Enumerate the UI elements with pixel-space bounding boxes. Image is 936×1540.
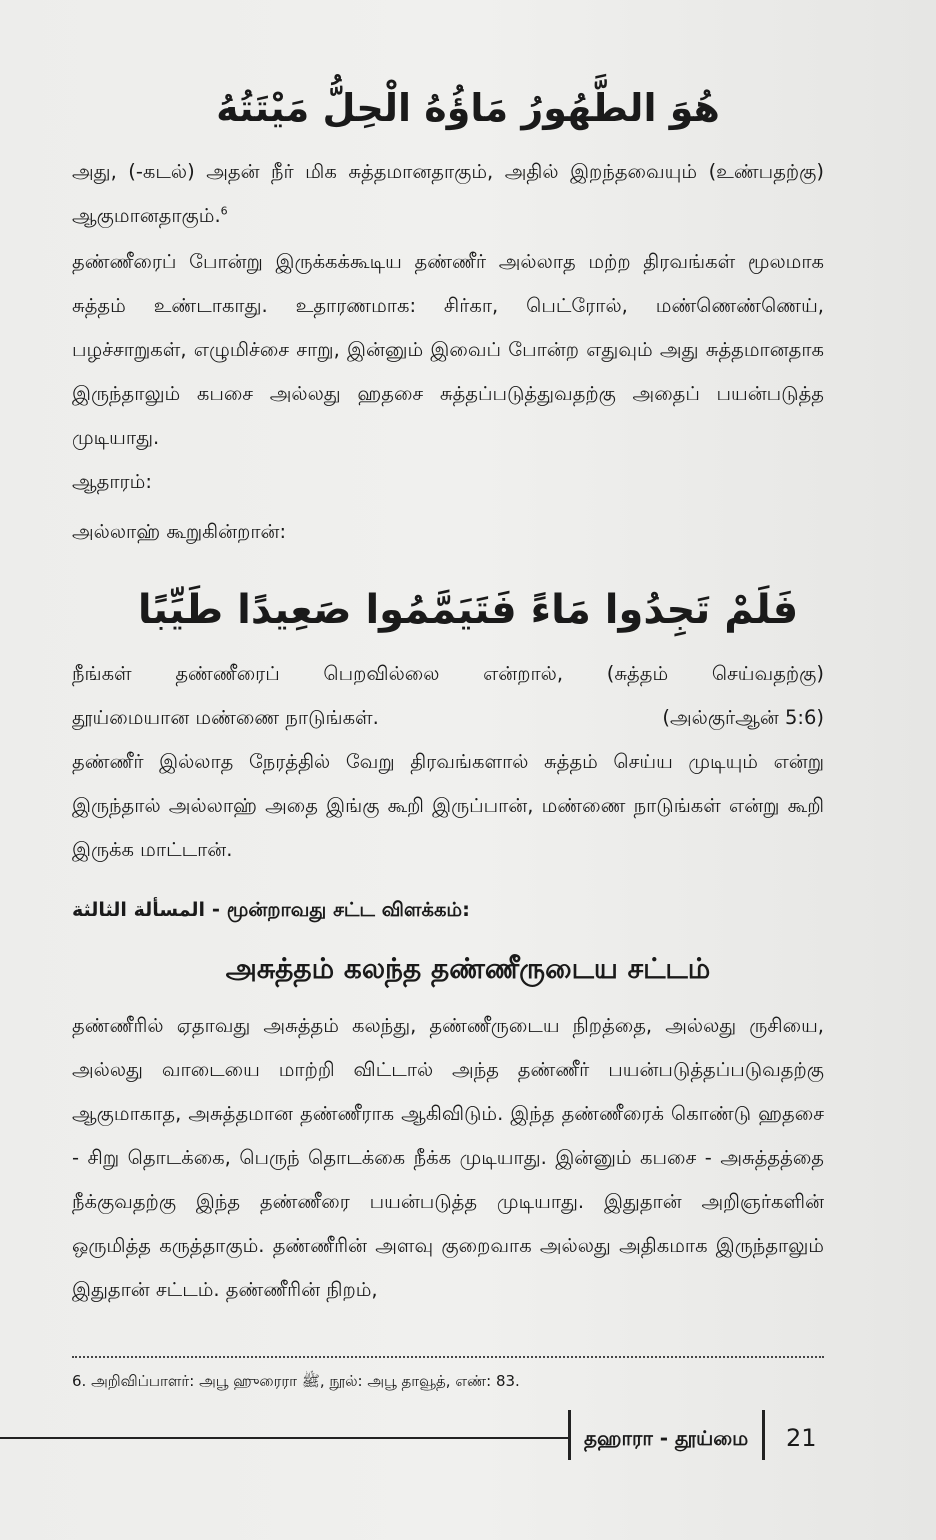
quran-reference: (அல்குர்ஆன் 5:6)	[662, 706, 824, 729]
translation-line-2-row	[72, 696, 824, 740]
running-title: தஹாரா - தூய்மை	[584, 1426, 749, 1450]
translation-line-1: நீங்கள் தண்ணீரைப் பெறவில்லை என்றால், (சுத்தம் செய்வதற்கு)	[72, 662, 824, 685]
allah-says-line: அல்லாஹ் கூறுகின்றான்:	[72, 520, 287, 543]
footer-rule	[0, 1437, 568, 1439]
paragraph-2: தண்ணீரைப் போன்று இருக்கக்கூடிய தண்ணீர் அல்லாத மற்ற திரவங்கள் மூலமாக சுத்தம் உண்டாகாது. உதாரணமாக: சிர்கா, பெட்ரோல், மண்ணெண்ணெய், பழச்சாறுகள், எழுமிச்சை சாறு, இன்னும் இவைப் போன்ற எதுவும் அது சுத்தமானதாக இருந்தாலும் கபசை அல்லது ஹதசை சுத்தப்படுத்துவதற்கு அதைப் பயன்படுத்த முடியாது.	[72, 250, 824, 449]
verse-translation	[72, 652, 824, 740]
paragraph-3: தண்ணீர் இல்லாத நேரத்தில் வேறு திரவங்களால் சுத்தம் செய்ய முடியும் என்று இருந்தால் அல்லாஹ் அதை இங்கு கூறி இருப்பான், மண்ணை நாடுங்கள் என்று கூறி இருக்க மாட்டான்.	[72, 750, 824, 861]
footer-bar-left	[568, 1410, 571, 1460]
footer-bar-right	[762, 1410, 765, 1460]
section-label-arabic: المسألة الثالثة	[72, 899, 206, 921]
section-label-tamil: - மூன்றாவது சட்ட விளக்கம்:	[205, 898, 470, 921]
evidence-label: ஆதாரம்:	[72, 470, 152, 493]
footnote-divider	[72, 1356, 824, 1358]
footnote: 6. அறிவிப்பாளர்: அபூ ஹுரைரா ﷺ, நூல்: அபூ தாவூத், எண்: 83.	[72, 1372, 520, 1390]
paragraph-4: தண்ணீரில் ஏதாவது அசுத்தம் கலந்து, தண்ணீருடைய நிறத்தை, அல்லது ருசியை, அல்லது வாடையை மாற்றி விட்டால் அந்த தண்ணீர் பயன்படுத்தப்படுவதற்கு ஆகுமாகாத, அசுத்தமான தண்ணீராக ஆகிவிடும். இந்த தண்ணீரைக் கொண்டு ஹதசை - சிறு தொடக்கை, பெருந் தொடக்கை நீக்க முடியாது. இன்னும் கபசை - அசுத்தத்தை நீக்குவதற்கு இந்த தண்ணீரை பயன்படுத்த முடியாது. இதுதான் அறிஞர்களின் ஒருமித்த கருத்தாகும். தண்ணீரின் அளவு குறைவாக அல்லது அதிகமாக இருந்தாலும் இதுதான் சட்டம். தண்ணீரின் நிறம்,	[72, 1014, 824, 1301]
section-heading: அசுத்தம் கலந்த தண்ணீருடைய சட்டம்	[225, 952, 711, 985]
paragraph-1	[72, 150, 824, 238]
section-label	[72, 888, 470, 932]
arabic-verse-middle: فَلَمْ تَجِدُوا مَاءً فَتَيَمَّمُوا صَعِيدًا طَيِّبًا	[137, 587, 799, 633]
paragraph-1-text: அது, (-கடல்) அதன் நீர் மிக சுத்தமானதாகும், அதில் இறந்தவையும் (உண்பதற்கு) ஆகுமானதாகும்.	[72, 160, 824, 227]
translation-line-2: தூய்மையான மண்ணை நாடுங்கள்.	[72, 706, 379, 729]
footnote-mark: 6	[220, 204, 228, 218]
arabic-verse-top: هُوَ الطَّهُورُ مَاؤُهُ الْحِلُّ مَيْتَتُهُ	[216, 86, 720, 130]
page-number: 21	[786, 1424, 817, 1452]
